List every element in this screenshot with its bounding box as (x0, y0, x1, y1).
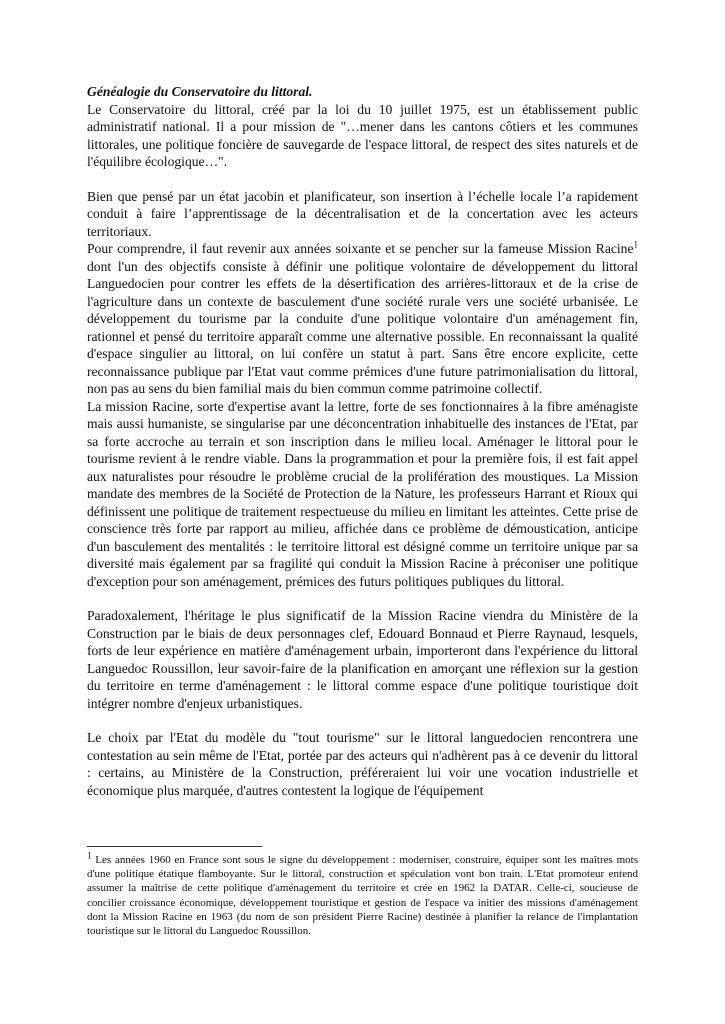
footnote-number: 1 (87, 850, 92, 861)
document-title: Généalogie du Conservatoire du littoral. (87, 84, 313, 99)
paragraph-intro: Le Conservatoire du littoral, créé par la loi du 10 juillet 1975, est un établissement public administratif national. Il a pour mission de "…mener dans les cantons côtiers et les communes littorales, une politique foncière de sauvegarde de l'espace littoral, de respect des sites naturels et de l'équilibre écologique…". (87, 101, 638, 169)
paragraph-insertion: Bien que pensé par un état jacobin et planificateur, son insertion à l’échelle locale l’a rapidement conduit à faire l’apprentissage de la décentralisation et de la concertation avec les acteurs territoriaux. (87, 188, 638, 239)
paragraph-tout-tourisme: Le choix par l'Etat du modèle du "tout tourisme" sur le littoral languedocien rencontrera une contestation au sein même de l'Etat, portée par des acteurs qui n'adhèrent pas à ce devenir du littoral : certains, au Ministère de la Construction, préféreraient lui voir une vocation industrielle et économique plus marquée, d'autres contestent la logique de l'équipement (87, 730, 638, 798)
paragraph-mission-racine-end: dont l'un des objectifs consiste à définir une politique volontaire de développement du littoral Languedocien pour contrer les effets de la désertification des arrières-littoraux et de la crise de l'agriculture dans un contexte de basculement d'une société rurale vers une société urbanisée. Le développement du tourisme par la conduite d'une politique volontaire d'un aménagement fin, rationnel et pensé du territoire apparaît comme une alternative possible. En reconnaissant la qualité d'espace singulier au littoral, on lui confère un statut à part. Sans être encore explicite, cette reconnaissance publique par l'Etat vaut comme prémices d'une future patrimonialisation du littoral, non pas au sens du bien familial mais du bien commun comme patrimoine collectif. (87, 258, 638, 396)
paragraph-expertise: La mission Racine, sorte d'expertise avant la lettre, forte de ses fonctionnaires à la fibre aménagiste mais aussi humaniste, se singularise par une déconcentration inhabituelle des instances de l'Etat, par sa forte accroche au terrain et son inscription dans le milieu local. Aménager le littoral pour le tourisme revient à le rendre viable. Dans la programmation et pour la première fois, il est fait appel aux naturalistes pour résoudre le problème crucial de la prolifération des moustiques. La Mission mandate des membres de la Société de Protection de la Nature, les professeurs Harrant et Rioux qui définissent une politique de traitement respectueuse du milieu en limitant les atteintes. Cette prise de conscience très forte par rapport au milieu, affichée dans ce problème de démoustication, anticipe d'un basculement des mentalités : le territoire littoral est désigné comme un territoire unique par sa diversité mais également par sa fragilité qui conduit la Mission Racine à préconiser une politique d'exception pour son aménagement, prémices des futurs politiques publiques du littoral. (87, 398, 638, 589)
footnote-text-block (87, 850, 638, 938)
footnote-text: Les années 1960 en France sont sous le signe du développement : moderniser, construire, équiper sont les maîtres mots d'une politique étatique flamboyante. Sur le littoral, construction et spéculation vont bon train. L'Etat promoteur entend assumer la maîtrise de cette politique d'aménagement du territoire et crée en 1962 la DATAR. Celle-ci, soucieuse de concilier croissance économique, développement touristique et gestion de l'espace va initier des missions d'aménagement dont la Mission Racine en 1963 (du nom de son président Pierre Racine) destinée à planifier la relance de l'implantation touristique sur le littoral du Languedoc Roussillon. (87, 854, 638, 938)
main-text (87, 83, 638, 799)
paragraph-mission-racine (87, 240, 638, 398)
paragraph-mission-racine-start: Pour comprendre, il faut revenir aux années soixante et se pencher sur la fameuse Mission Racine (87, 241, 634, 256)
footnote-reference[interactable]: 1 (633, 239, 638, 250)
footnote-separator (87, 846, 262, 847)
paragraph-heritage: Paradoxalement, l'héritage le plus significatif de la Mission Racine viendra du Ministère de la Construction par le biais de deux personnages clef, Edouard Bonnaud et Pierre Raynaud, lesquels, forts de leur expérience en matière d'aménagement urbain, importeront dans l'expérience du littoral Languedoc Roussillon, leur savoir-faire de la planification en amorçant une réflexion sur la gestion du territoire en terme d'aménagement : le littoral comme espace d'une politique touristique doit intégrer nombre d'enjeux urbanistiques. (87, 608, 638, 711)
footnote (87, 850, 638, 938)
